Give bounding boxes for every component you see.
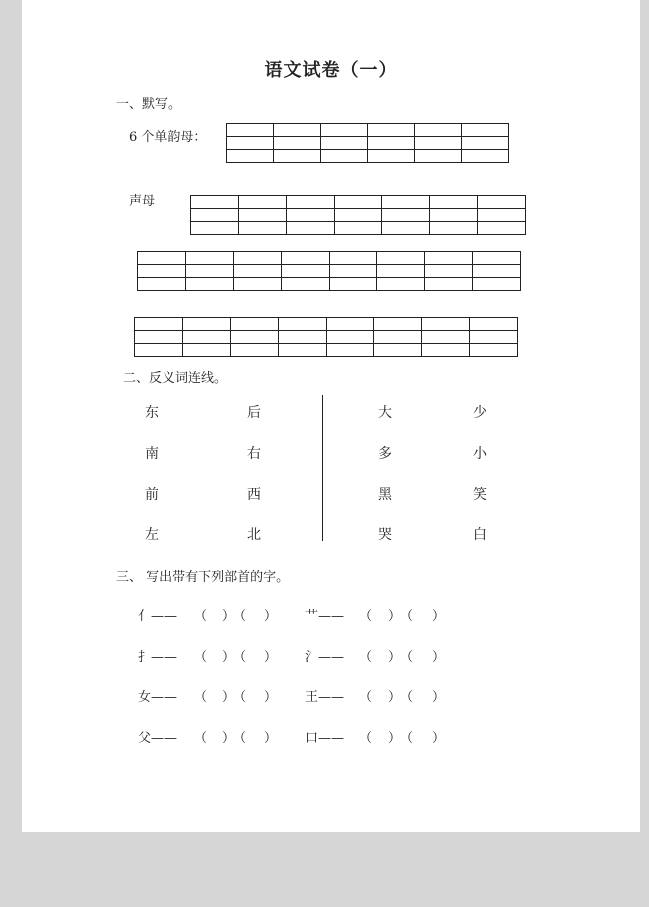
blank-open: （ (359, 731, 373, 746)
blank-close: ） (264, 650, 278, 665)
antonym-word: 北 (247, 527, 261, 543)
blank-open: （ (233, 690, 247, 705)
blank-close: ） (222, 650, 236, 665)
blank-open: （ (359, 609, 373, 624)
blank-close: ） (432, 609, 446, 624)
column-divider (322, 395, 323, 541)
vowels-label: 6 个单韵母： (129, 130, 207, 145)
antonym-word: 小 (473, 446, 487, 462)
antonym-word: 大 (378, 405, 392, 421)
radical-row (22, 727, 640, 746)
radical-label: 王—— (305, 690, 345, 705)
blank-open: （ (194, 650, 208, 665)
blank-close: ） (222, 609, 236, 624)
radical-row (22, 646, 640, 665)
initials-label: 声母 (129, 194, 156, 209)
antonym-word: 哭 (378, 527, 392, 543)
blank-open: （ (400, 690, 414, 705)
blank-close: ） (222, 690, 236, 705)
antonym-word: 南 (145, 446, 159, 462)
antonym-word: 笑 (473, 487, 487, 503)
page-title: 语文试卷（一） (264, 60, 398, 81)
document-page (22, 0, 640, 832)
blank-open: （ (194, 609, 208, 624)
blank-open: （ (400, 609, 414, 624)
blank-open: （ (233, 731, 247, 746)
blank-close: ） (264, 609, 278, 624)
antonym-word: 白 (473, 527, 487, 543)
blank-open: （ (359, 690, 373, 705)
blank-open: （ (233, 650, 247, 665)
initials-writing-grid-2 (137, 251, 521, 291)
blank-close: ） (264, 690, 278, 705)
antonym-word: 后 (247, 405, 261, 421)
section-2-heading: 二、反义词连线。 (123, 371, 228, 386)
blank-close: ） (388, 731, 402, 746)
radical-label: 亻—— (138, 609, 178, 624)
radical-label: 艹—— (305, 609, 345, 624)
blank-open: （ (194, 731, 208, 746)
antonym-word: 少 (473, 405, 487, 421)
blank-close: ） (432, 690, 446, 705)
blank-open: （ (400, 731, 414, 746)
antonym-word: 多 (378, 446, 392, 462)
section-1-heading: 一、默写。 (116, 97, 182, 112)
antonym-word: 东 (145, 405, 159, 421)
radical-label: 氵—— (305, 650, 345, 665)
blank-close: ） (264, 731, 278, 746)
radical-label: 扌—— (138, 650, 178, 665)
blank-open: （ (194, 690, 208, 705)
initials-writing-grid-3 (134, 317, 518, 357)
blank-close: ） (388, 650, 402, 665)
radical-label: 父—— (138, 731, 178, 746)
antonym-word: 西 (247, 487, 261, 503)
blank-open: （ (400, 650, 414, 665)
blank-close: ） (432, 731, 446, 746)
antonym-word: 左 (145, 527, 159, 543)
blank-close: ） (222, 731, 236, 746)
antonym-word: 右 (247, 446, 261, 462)
blank-open: （ (233, 609, 247, 624)
radical-row (22, 686, 640, 705)
antonym-word: 黑 (378, 487, 392, 503)
vowels-writing-grid (226, 123, 509, 163)
blank-open: （ (359, 650, 373, 665)
radical-label: 口—— (305, 731, 345, 746)
section-3-heading: 三、 写出带有下列部首的字。 (116, 570, 290, 585)
initials-writing-grid-1 (190, 195, 526, 235)
antonym-word: 前 (145, 487, 159, 503)
radical-label: 女—— (138, 690, 178, 705)
blank-close: ） (432, 650, 446, 665)
blank-close: ） (388, 690, 402, 705)
blank-close: ） (388, 609, 402, 624)
radical-row (22, 605, 640, 624)
